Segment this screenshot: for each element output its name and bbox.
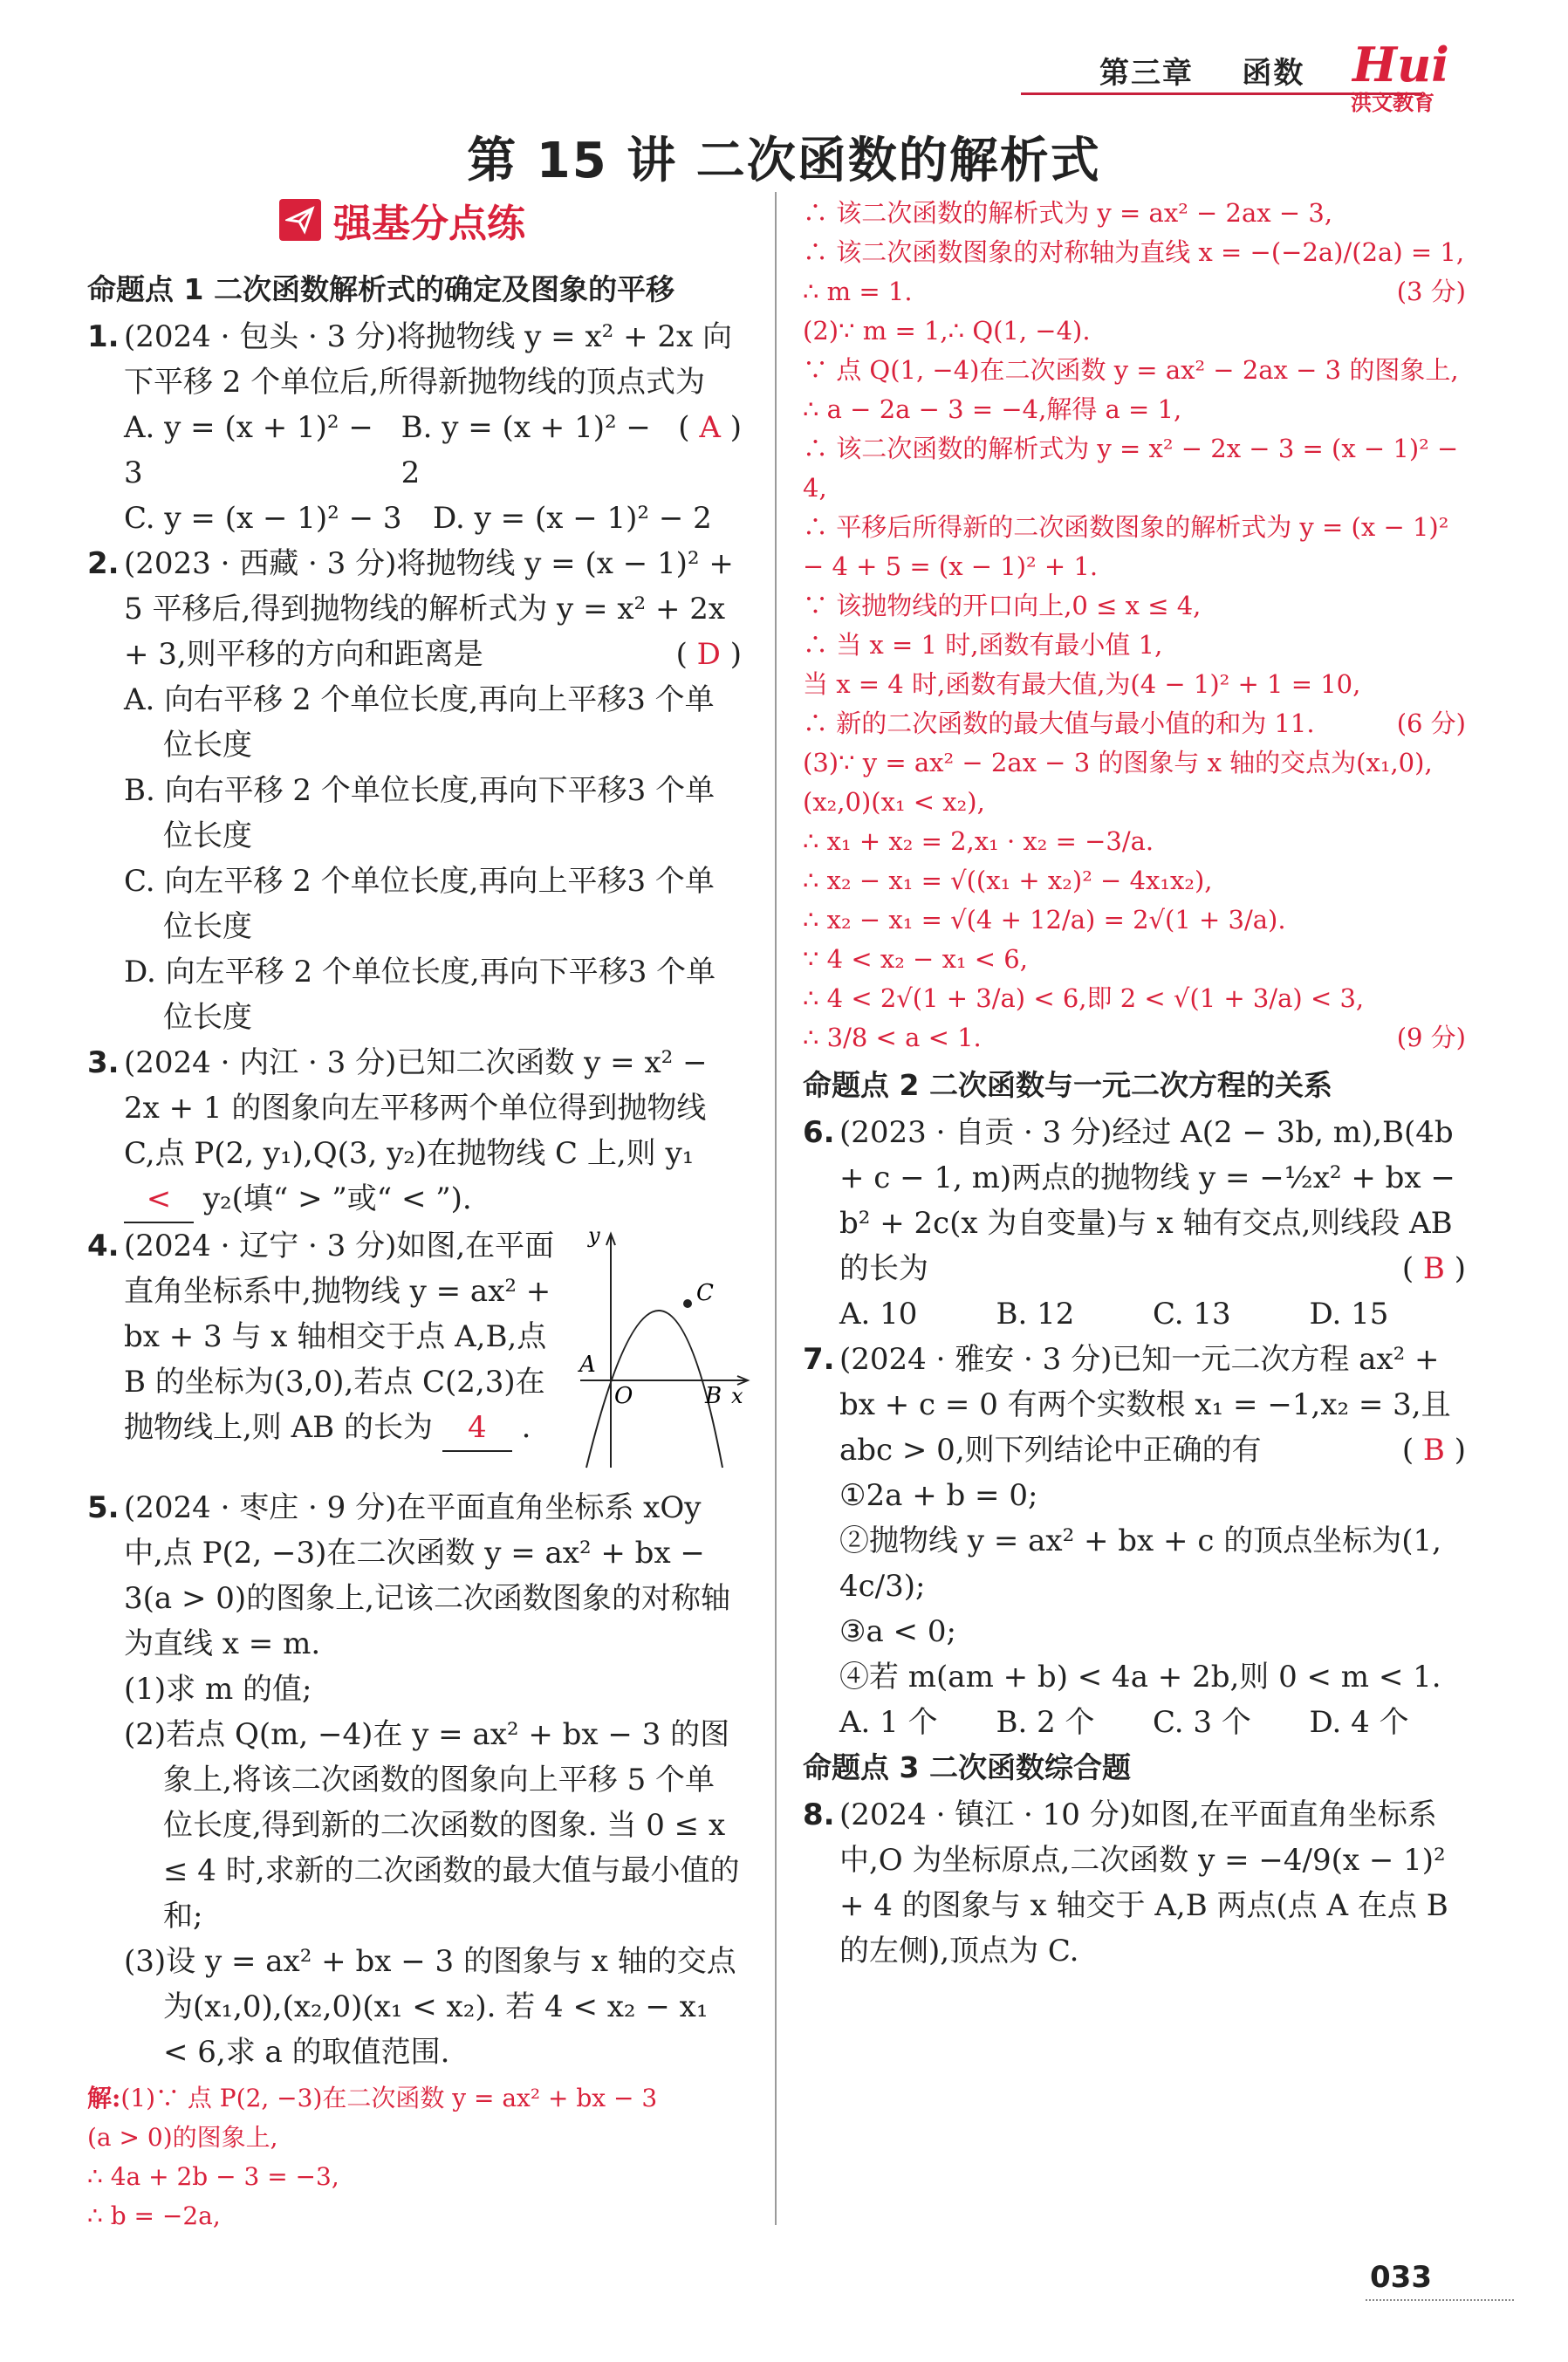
statement: ①2a + b = 0; bbox=[839, 1478, 1038, 1513]
solution-line: ∴ 该二次函数的解析式为 y = x² − 2x − 3 = (x − 1)² − 4, bbox=[803, 434, 1459, 503]
question-number: 1. bbox=[87, 319, 120, 354]
question-number: 6. bbox=[803, 1115, 835, 1150]
question-number: 2. bbox=[87, 546, 120, 581]
solution-line: (3)∵ y = ax² − 2ax − 3 的图象与 x 轴的交点为(x₁,0),(x₂,0)(x₁ < x₂), bbox=[803, 748, 1433, 817]
label-c: C bbox=[696, 1280, 714, 1306]
solution-line: ∵ 该抛物线的开口向上,0 ≤ x ≤ 4, bbox=[803, 591, 1202, 620]
question-stem: (2024 · 枣庄 · 9 分)在平面直角坐标系 xOy 中,点 P(2, −3)在二次函数 y = ax² + bx − 3(a > 0)的图象上,记该二次函数图象的对称轴为直线 x = m. bbox=[124, 1490, 730, 1661]
solution-line: ∴ x₁ + x₂ = 2,x₁ · x₂ = −3/a. bbox=[803, 826, 1154, 856]
option: D. y = (x − 1)² − 2 bbox=[433, 501, 712, 536]
option: B. 2 个 bbox=[996, 1705, 1095, 1740]
parabola-graph bbox=[576, 1223, 750, 1485]
statement: ②抛物线 y = ax² + bx + c 的顶点坐标为(1, 4c/3); bbox=[839, 1523, 1441, 1604]
answer-blank: < bbox=[124, 1176, 194, 1223]
solution-label: 解: bbox=[87, 2084, 121, 2112]
solution-line: ∴ 平移后所得新的二次函数图象的解析式为 y = (x − 1)² − 4 + 5 = (x − 1)² + 1. bbox=[803, 512, 1449, 581]
label-o: O bbox=[614, 1383, 633, 1409]
page-title: 第 15 讲 二次函数的解析式 bbox=[467, 133, 1101, 189]
option: B. y = (x + 1)² − 2 bbox=[401, 410, 651, 490]
brand-name: 洪文教育 bbox=[1351, 91, 1434, 115]
question-1: 1. (2024 · 包头 · 3 分)将抛物线 y = x² + 2x 向下平移 2 个单位后,所得新抛物线的顶点式为 ( A ) bbox=[87, 314, 742, 405]
section-label: 强基分点练 bbox=[333, 202, 525, 246]
option: D. 15 bbox=[1309, 1297, 1389, 1332]
label-y: y bbox=[588, 1223, 600, 1248]
question-stem: (2023 · 西藏 · 3 分)将抛物线 y = (x − 1)² + 5 平移后,得到抛物线的解析式为 y = x² + 2x + 3,则平移的方向和距离是 bbox=[124, 546, 734, 672]
point-c bbox=[683, 1299, 692, 1308]
solution-line: ∴ x₂ − x₁ = √(4 + 12/a) = 2√(1 + 3/a). bbox=[803, 905, 1286, 935]
sub-question-3: (3)设 y = ax² + bx − 3 的图象与 x 轴的交点为(x₁,0),(x₂,0)(x₁ < x₂). 若 4 < x₂ − x₁ < 6,求 a 的取值范围. bbox=[124, 1944, 736, 2070]
answer: B bbox=[1422, 1433, 1445, 1468]
options bbox=[87, 496, 742, 541]
option: C. 向左平移 2 个单位长度,再向上平移3 个单位长度 bbox=[124, 864, 715, 944]
score: (3 分) bbox=[1396, 277, 1466, 306]
option: B. 向右平移 2 个单位长度,再向下平移3 个单位长度 bbox=[124, 773, 716, 853]
question-stem-end: y₂(填“ > ”或“ < ”). bbox=[202, 1181, 472, 1216]
option: D. 向左平移 2 个单位长度,再向下平移3 个单位长度 bbox=[124, 955, 716, 1035]
question-4 bbox=[87, 1223, 742, 1485]
solution-line: ∴ 新的二次函数的最大值与最小值的和为 11. bbox=[803, 709, 1315, 738]
question-number: 3. bbox=[87, 1045, 120, 1080]
solution-line: ∴ b = −2a, bbox=[87, 2201, 221, 2230]
chapter-label: 第三章 函数 bbox=[1099, 56, 1305, 91]
sub-question-1: (1)求 m 的值; bbox=[124, 1672, 312, 1707]
question-7: 7. (2024 · 雅安 · 3 分)已知一元二次方程 ax² + bx + c = 0 有两个实数根 x₁ = −1,x₂ = 3,且 abc > 0,则下列结论中正确的有 ( B ) bbox=[803, 1337, 1466, 1473]
solution-line: ∴ 该二次函数图象的对称轴为直线 x = −(−2a)/(2a) = 1, bbox=[803, 237, 1465, 267]
question-stem: (2024 · 包头 · 3 分)将抛物线 y = x² + 2x 向下平移 2 个单位后,所得新抛物线的顶点式为 bbox=[124, 319, 732, 400]
option: B. 12 bbox=[996, 1297, 1075, 1332]
solution-line: ∴ x₂ − x₁ = √((x₁ + x₂)² − 4x₁x₂), bbox=[803, 866, 1213, 895]
option: C. 13 bbox=[1153, 1297, 1231, 1332]
option: D. 4 个 bbox=[1309, 1705, 1409, 1740]
answer: B bbox=[1422, 1251, 1445, 1286]
brand-logo: Hui bbox=[1352, 37, 1449, 92]
question-6: 6. (2023 · 自贡 · 3 分)经过 A(2 − 3b, m),B(4b + c − 1, m)两点的抛物线 y = −½x² + bx − b² + 2c(x 为自变量)与 x 轴有交点,则线段 AB 的长为 ( B ) bbox=[803, 1110, 1466, 1291]
solution-line: ∵ 4 < x₂ − x₁ < 6, bbox=[803, 944, 1028, 974]
page-header bbox=[1021, 37, 1510, 115]
solution-line: ∴ 4 < 2√(1 + 3/a) < 6,即 2 < √(1 + 3/a) < 3, bbox=[803, 983, 1365, 1013]
paper-plane-icon bbox=[279, 199, 321, 241]
solution-line: 当 x = 4 时,函数有最大值,为(4 − 1)² + 1 = 10, bbox=[803, 669, 1361, 699]
solution-line: ∴ 该二次函数的解析式为 y = ax² − 2ax − 3, bbox=[803, 198, 1333, 228]
topic-heading-1: 命题点 1 二次函数解析式的确定及图象的平移 bbox=[87, 272, 674, 306]
label-b: B bbox=[705, 1383, 722, 1409]
question-stem: (2024 · 内江 · 3 分)已知二次函数 y = x² − 2x + 1 的图象向左平移两个单位得到抛物线 C,点 P(2, y₁),Q(3, y₂)在抛物线 C 上,则 y₁ bbox=[124, 1045, 708, 1171]
question-stem: (2023 · 自贡 · 3 分)经过 A(2 − 3b, m),B(4b + c − 1, m)两点的抛物线 y = −½x² + bx − b² + 2c(x 为自变量)与 x 轴有交点,则线段 AB 的长为 bbox=[839, 1115, 1455, 1286]
question-stem: (2024 · 镇江 · 10 分)如图,在平面直角坐标系中,O 为坐标原点,二次函数 y = −4/9(x − 1)² + 4 的图象与 x 轴交于 A,B 两点(点 A 在点 B 的左侧),顶点为 C. bbox=[839, 1797, 1448, 1968]
solution-line: ∴ 3/8 < a < 1. bbox=[803, 1023, 982, 1052]
question-3 bbox=[87, 1040, 742, 1223]
question-5 bbox=[87, 1485, 742, 1667]
section-heading bbox=[279, 194, 525, 246]
page-number-rule bbox=[1366, 2299, 1514, 2301]
answer-blank: 4 bbox=[442, 1405, 512, 1452]
option: A. 10 bbox=[839, 1297, 918, 1332]
options bbox=[803, 1700, 1466, 1745]
solution-line: (a > 0)的图象上, bbox=[87, 2123, 278, 2152]
question-number: 4. bbox=[87, 1229, 120, 1263]
solution-line: ∵ 点 Q(1, −4)在二次函数 y = ax² − 2ax − 3 的图象上, bbox=[803, 355, 1459, 385]
option: C. 3 个 bbox=[1153, 1705, 1251, 1740]
solution-line: ∴ 当 x = 1 时,函数有最小值 1, bbox=[803, 630, 1163, 660]
label-x: x bbox=[731, 1384, 743, 1408]
question-stem: (2024 · 辽宁 · 3 分)如图,在平面直角坐标系中,抛物线 y = ax² + bx + 3 与 x 轴相交于点 A,B,点 B 的坐标为(3,0),若点 C(2,3)在抛物线上,则 AB 的长为 bbox=[124, 1229, 555, 1445]
option: A. 向右平移 2 个单位长度,再向上平移3 个单位长度 bbox=[124, 682, 715, 763]
label-a: A bbox=[579, 1352, 596, 1378]
question-8 bbox=[803, 1792, 1466, 1974]
options bbox=[803, 1291, 1466, 1337]
solution-line: ∴ m = 1. bbox=[803, 277, 913, 306]
question-number: 8. bbox=[803, 1797, 835, 1832]
sub-question-2: (2)若点 Q(m, −4)在 y = ax² + bx − 3 的图象上,将该二次函数的图象向上平移 5 个单位长度,得到新的二次函数的图象. 当 0 ≤ x ≤ 4 时,求新的二次函数的最大值与最小值的和; bbox=[124, 1717, 740, 1934]
score: (6 分) bbox=[1396, 709, 1466, 738]
options bbox=[87, 405, 678, 496]
solution-line: ∴ 4a + 2b − 3 = −3, bbox=[87, 2162, 339, 2191]
solution-block bbox=[87, 2078, 742, 2235]
option: C. y = (x − 1)² − 3 bbox=[124, 501, 402, 536]
page-number: 033 bbox=[1370, 2260, 1432, 2295]
question-2: 2. (2023 · 西藏 · 3 分)将抛物线 y = (x − 1)² + 5 平移后,得到抛物线的解析式为 y = x² + 2x + 3,则平移的方向和距离是 ( D ) bbox=[87, 541, 742, 677]
question-stem-end: . bbox=[521, 1410, 531, 1445]
left-column bbox=[87, 267, 742, 2235]
solution-line: ∴ a − 2a − 3 = −4,解得 a = 1, bbox=[803, 394, 1182, 424]
solution-continued bbox=[803, 194, 1466, 1058]
answer: A bbox=[699, 410, 721, 445]
solution-line: (2)∵ m = 1,∴ Q(1, −4). bbox=[803, 316, 1091, 346]
solution-line: (1)∵ 点 P(2, −3)在二次函数 y = ax² + bx − 3 bbox=[120, 2084, 658, 2112]
question-number: 7. bbox=[803, 1342, 835, 1377]
score: (9 分) bbox=[1396, 1023, 1466, 1052]
right-column bbox=[803, 194, 1466, 1974]
column-divider bbox=[775, 192, 777, 2225]
statement: ③a < 0; bbox=[839, 1614, 956, 1649]
answer: D bbox=[696, 637, 721, 672]
question-number: 5. bbox=[87, 1490, 120, 1525]
option: A. y = (x + 1)² − 3 bbox=[124, 410, 373, 490]
topic-heading-2: 命题点 2 二次函数与一元二次方程的关系 bbox=[803, 1068, 1332, 1102]
topic-heading-3: 命题点 3 二次函数综合题 bbox=[803, 1750, 1131, 1784]
option: A. 1 个 bbox=[839, 1705, 938, 1740]
parabola-curve bbox=[586, 1311, 722, 1468]
statement: ④若 m(am + b) < 4a + 2b,则 0 < m < 1. bbox=[839, 1660, 1441, 1694]
question-stem: (2024 · 雅安 · 3 分)已知一元二次方程 ax² + bx + c = 0 有两个实数根 x₁ = −1,x₂ = 3,且 abc > 0,则下列结论中正确的有 bbox=[839, 1342, 1451, 1468]
